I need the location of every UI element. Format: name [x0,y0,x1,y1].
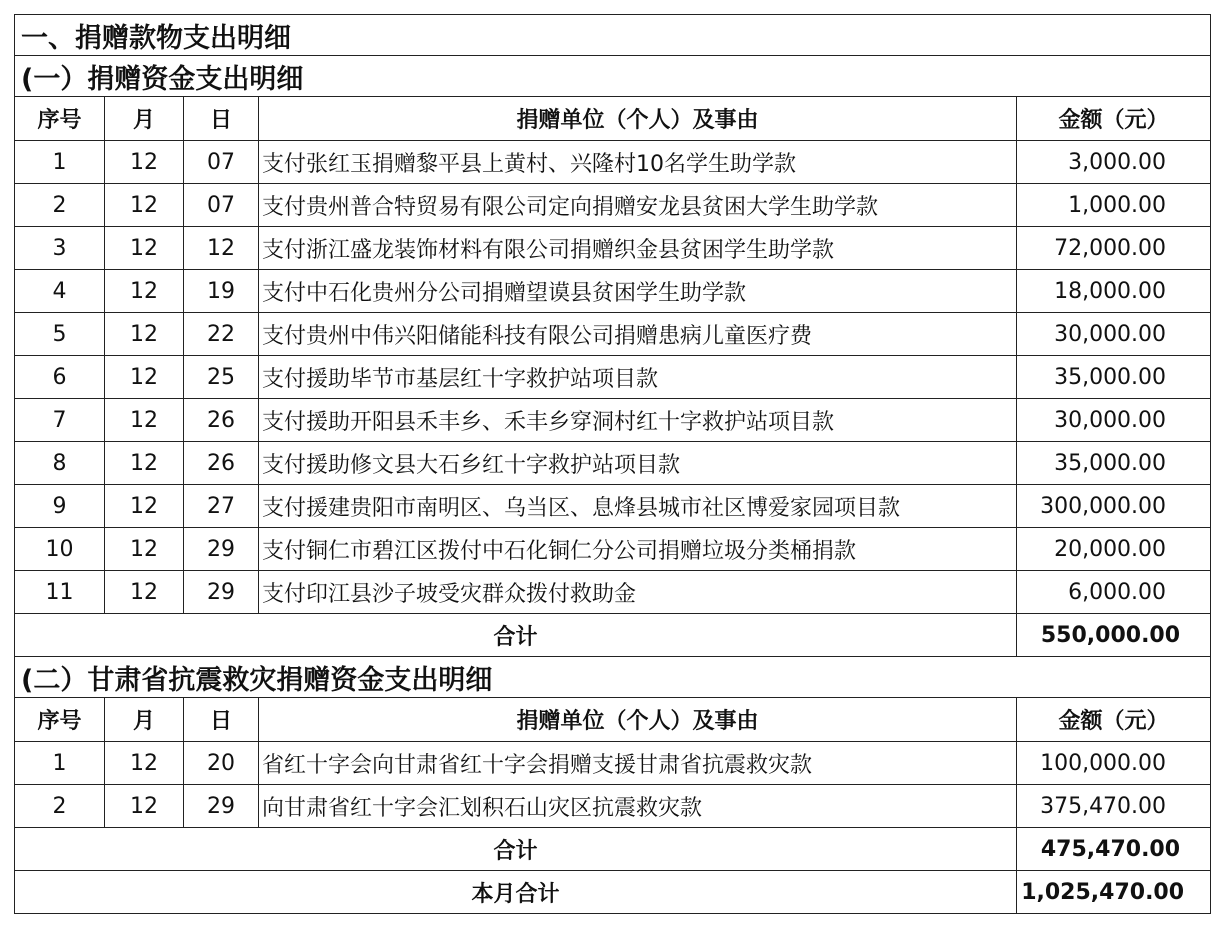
row-seq: 2 [15,184,105,227]
section1-total-row [15,614,1211,657]
row-seq: 5 [15,313,105,356]
row-month: 12 [105,442,184,485]
row-desc: 支付贵州普合特贸易有限公司定向捐赠安龙县贫困大学生助学款 [259,184,1017,227]
row-seq: 8 [15,442,105,485]
header-amount: 金额（元） [1017,698,1211,742]
row-day: 07 [184,141,259,184]
section2-total-value: 475,470.00 [1017,828,1211,871]
row-seq: 6 [15,356,105,399]
row-month: 12 [105,313,184,356]
row-seq: 2 [15,785,105,828]
document-title-row [15,15,1211,56]
header-amount: 金额（元） [1017,97,1211,141]
table-row [15,785,1211,828]
row-seq: 10 [15,528,105,571]
row-month: 12 [105,742,184,785]
row-day: 07 [184,184,259,227]
row-day: 26 [184,399,259,442]
row-desc: 支付浙江盛龙装饰材料有限公司捐赠织金县贫困学生助学款 [259,227,1017,270]
row-day: 20 [184,742,259,785]
header-month: 月 [105,97,184,141]
row-amount: 100,000.00 [1017,742,1211,785]
row-day: 19 [184,270,259,313]
table-row [15,313,1211,356]
row-amount: 35,000.00 [1017,442,1211,485]
table-row [15,485,1211,528]
header-month: 月 [105,698,184,742]
row-month: 12 [105,399,184,442]
row-amount: 35,000.00 [1017,356,1211,399]
row-seq: 4 [15,270,105,313]
section1-total-label: 合计 [15,614,1017,657]
row-desc: 支付张红玉捐赠黎平县上黄村、兴隆村10名学生助学款 [259,141,1017,184]
expense-detail-table [14,14,1211,914]
header-day: 日 [184,97,259,141]
section1-total-value: 550,000.00 [1017,614,1211,657]
row-amount: 1,000.00 [1017,184,1211,227]
section2-total-row [15,828,1211,871]
row-month: 12 [105,528,184,571]
row-amount: 375,470.00 [1017,785,1211,828]
row-seq: 9 [15,485,105,528]
table-row [15,184,1211,227]
header-desc: 捐赠单位（个人）及事由 [259,698,1017,742]
row-amount: 72,000.00 [1017,227,1211,270]
row-seq: 1 [15,141,105,184]
row-month: 12 [105,485,184,528]
table-row [15,270,1211,313]
row-seq: 11 [15,571,105,614]
row-amount: 20,000.00 [1017,528,1211,571]
row-amount: 6,000.00 [1017,571,1211,614]
row-month: 12 [105,270,184,313]
row-amount: 30,000.00 [1017,313,1211,356]
table-row [15,399,1211,442]
table-row [15,742,1211,785]
row-amount: 3,000.00 [1017,141,1211,184]
table-row [15,571,1211,614]
row-seq: 1 [15,742,105,785]
grand-total-row [15,871,1211,914]
row-day: 25 [184,356,259,399]
row-amount: 18,000.00 [1017,270,1211,313]
header-desc: 捐赠单位（个人）及事由 [259,97,1017,141]
section2-header-row [15,698,1211,742]
row-month: 12 [105,571,184,614]
row-desc: 支付中石化贵州分公司捐赠望谟县贫困学生助学款 [259,270,1017,313]
grand-total-value: 1,025,470.00 [1017,871,1211,914]
row-day: 29 [184,528,259,571]
grand-total-label: 本月合计 [15,871,1017,914]
row-amount: 30,000.00 [1017,399,1211,442]
row-day: 29 [184,785,259,828]
table-row [15,141,1211,184]
row-day: 27 [184,485,259,528]
row-desc: 支付铜仁市碧江区拨付中石化铜仁分公司捐赠垃圾分类桶捐款 [259,528,1017,571]
row-amount: 300,000.00 [1017,485,1211,528]
table-row [15,528,1211,571]
section1-title-row [15,56,1211,97]
row-desc: 支付贵州中伟兴阳储能科技有限公司捐赠患病儿童医疗费 [259,313,1017,356]
row-seq: 7 [15,399,105,442]
document-title: 一、捐赠款物支出明细 [15,15,1211,56]
row-month: 12 [105,227,184,270]
row-desc: 支付印江县沙子坡受灾群众拨付救助金 [259,571,1017,614]
section2-total-label: 合计 [15,828,1017,871]
header-seq: 序号 [15,97,105,141]
row-month: 12 [105,785,184,828]
row-day: 29 [184,571,259,614]
header-seq: 序号 [15,698,105,742]
section1-title: (一）捐赠资金支出明细 [15,56,1211,97]
row-desc: 向甘肃省红十字会汇划积石山灾区抗震救灾款 [259,785,1017,828]
table-row [15,356,1211,399]
row-month: 12 [105,184,184,227]
row-desc: 支付援助毕节市基层红十字救护站项目款 [259,356,1017,399]
table-row [15,227,1211,270]
row-desc: 支付援助开阳县禾丰乡、禾丰乡穿洞村红十字救护站项目款 [259,399,1017,442]
row-seq: 3 [15,227,105,270]
section2-title-row [15,657,1211,698]
row-month: 12 [105,356,184,399]
row-desc: 支付援建贵阳市南明区、乌当区、息烽县城市社区博爱家园项目款 [259,485,1017,528]
header-day: 日 [184,698,259,742]
section2-title: (二）甘肃省抗震救灾捐赠资金支出明细 [15,657,1211,698]
row-day: 22 [184,313,259,356]
row-desc: 省红十字会向甘肃省红十字会捐赠支援甘肃省抗震救灾款 [259,742,1017,785]
section1-header-row [15,97,1211,141]
table-row [15,442,1211,485]
row-desc: 支付援助修文县大石乡红十字救护站项目款 [259,442,1017,485]
row-month: 12 [105,141,184,184]
row-day: 12 [184,227,259,270]
row-day: 26 [184,442,259,485]
